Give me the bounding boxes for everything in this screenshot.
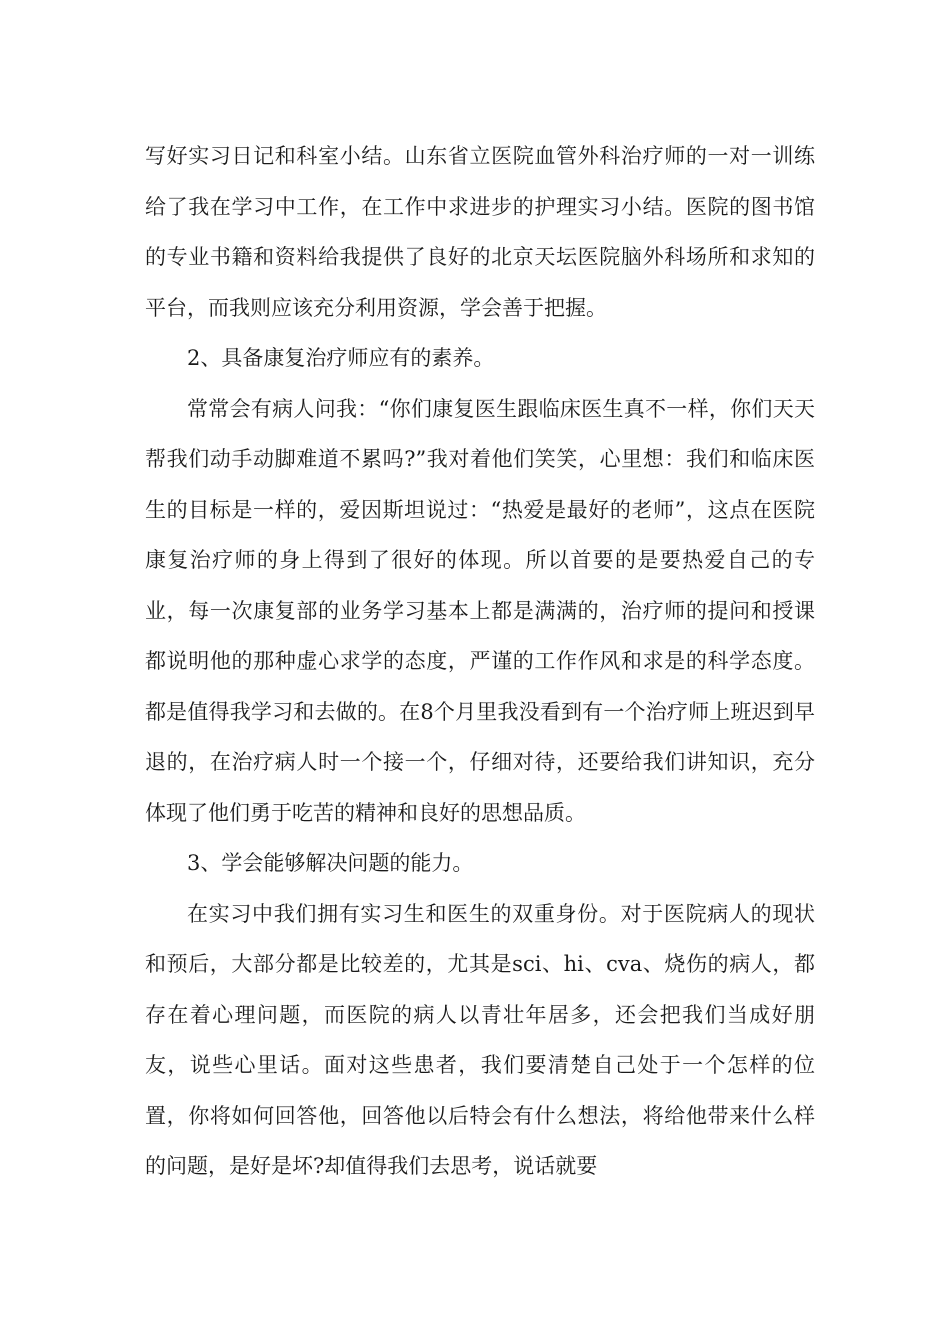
document-body (145, 131, 815, 1192)
paragraph-internship-notes: 写好实习日记和科室小结。山东省立医院血管外科治疗师的一对一训练给了我在学习中工作，在工作中求进步的护理实习小结。医院的图书馆的专业书籍和资料给我提供了良好的北京天坛医院脑外科场所和求知的平台，而我则应该充分利用资源，学会善于把握。 (145, 144, 815, 320)
section-heading-2: 2、具备康复治疗师应有的素养。 (187, 346, 495, 370)
section-heading-3: 3、学会能够解决问题的能力。 (187, 851, 474, 875)
paragraph-problem-solving: 在实习中我们拥有实习生和医生的双重身份。对于医院病人的现状和预后，大部分都是比较差的，尤其是sci、hi、cva、烧伤的病人，都存在着心理问题，而医院的病人以青壮年居多，还会把我们当成好朋友，说些心里话。面对这些患者，我们要清楚自己处于一个怎样的位置，你将如何回答他，回答他以后特会有什么想法，将给他带来什么样的问题，是好是坏?却值得我们去思考，说话就要 (145, 901, 815, 1178)
paragraph-therapist-qualities: 常常会有病人问我：“你们康复医生跟临床医生真不一样，你们天天帮我们动手动脚难道不累吗?”我对着他们笑笑，心里想：我们和临床医生的目标是一样的，爱因斯坦说过：“热爱是最好的老师”，这点在医院康复治疗师的身上得到了很好的体现。所以首要的是要热爱自己的专业，每一次康复部的业务学习基本上都是满满的，治疗师的提问和授课都说明他的那种虚心求学的态度，严谨的工作作风和求是的科学态度。都是值得我学习和去做的。在8个月里我没看到有一个治疗师上班迟到早退的，在治疗病人时一个接一个，仔细对待，还要给我们讲知识，充分体现了他们勇于吃苦的精神和良好的思想品质。 (145, 396, 815, 825)
